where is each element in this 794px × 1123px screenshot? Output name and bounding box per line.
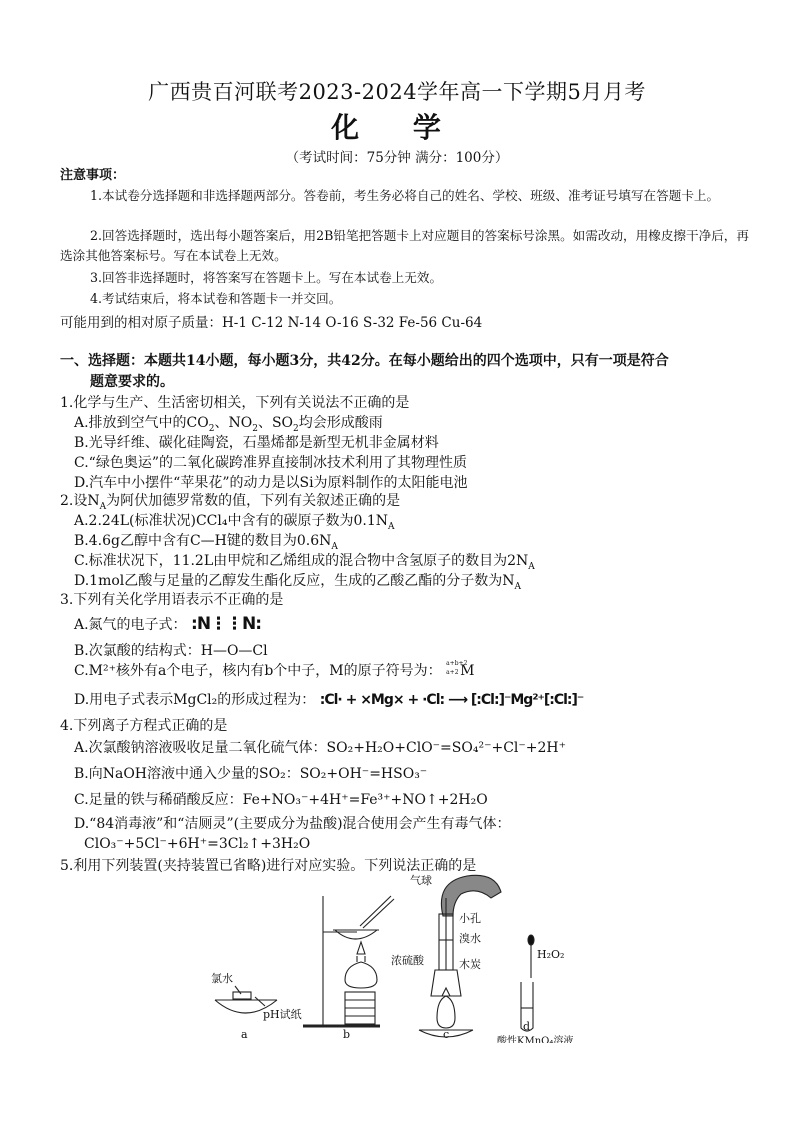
section-heading (60, 351, 750, 393)
q3-d-text: D.用电子式表示MgCl₂的形成过程为： (74, 692, 316, 708)
label-conc-h2so4: 浓硫酸 (391, 954, 424, 967)
label-small-hole: 小孔 (459, 912, 481, 925)
q2-option-b (74, 531, 764, 551)
note-1: 1.本试卷分选择题和非选择题两部分。答卷前，考生务必将自己的姓名、学校、班级、准考证号填写在答题卡上。 (90, 188, 720, 203)
notes-heading: 注意事项： (60, 168, 126, 183)
q3-d-formula: :Cl· + ×Mg× + ·Cl: ⟶ [:Cl:]⁻Mg²⁺[:Cl:]⁻ (319, 692, 584, 708)
section-heading-line2: 题意要求的。 (90, 374, 174, 390)
label-d: d (523, 1020, 531, 1033)
apparatus-d (521, 935, 534, 1031)
label-kmno4: 酸性KMnO₄溶液 (497, 1036, 574, 1043)
q1-option-b: B.光导纤维、碳化硅陶瓷，石墨烯都是新型无机非金属材料 (74, 435, 439, 451)
q2-stem-sub: A (99, 501, 107, 512)
exam-info: （考试时间：75分钟 满分：100分） (285, 150, 509, 166)
q2-option-d (74, 571, 764, 591)
atomic-masses: 可能用到的相对原子质量：H-1 C-12 N-14 O-16 S-32 Fe-56 Cu-64 (60, 315, 483, 331)
q2-a-text: A.2.24L(标准状况)CCl₄中含有的碳原子数为0.1N (74, 513, 388, 529)
q3-a-text: A.氮气的电子式： (74, 617, 187, 633)
label-chlorine-water: 氯水 (211, 972, 233, 985)
q3-a-formula: :N⋮⋮N: (191, 614, 262, 634)
q3-c-nuclide-indices (446, 660, 468, 677)
q4-option-c: C.足量的铁与稀硝酸反应：Fe+NO₃⁻+4H⁺=Fe³⁺+NO↑+2H₂O (74, 792, 488, 808)
q4-option-a: A.次氯酸钠溶液吸收足量二氧化硫气体：SO₂+H₂O+ClO⁻=SO₄²⁻+Cl⁻+2H⁺ (74, 740, 567, 756)
q2-d-sub: A (514, 581, 522, 592)
q4-stem: 4.下列离子方程式正确的是 (60, 718, 228, 734)
q2-b-text: B.4.6g乙醇中含有C—H键的数目为0.6N (74, 533, 332, 549)
q2-c-text: C.标准状况下，11.2L由甲烷和乙烯组成的混合物中含氢原子的数目为2N (74, 553, 529, 569)
label-balloon: 气球 (410, 874, 432, 887)
q3-c-symbol: M (460, 663, 475, 679)
q1-a-mid1: 、NO (214, 415, 253, 431)
q3-c-text: C.M²⁺核外有a个电子，核内有b个中子，M的原子符号为： (74, 663, 442, 679)
q1-a-pre: A.排放到空气中的CO (74, 415, 209, 431)
q2-a-sub: A (387, 521, 395, 532)
apparatus-b (303, 896, 394, 1026)
q2-option-a (74, 511, 764, 531)
q3-stem: 3.下列有关化学用语表示不正确的是 (60, 592, 284, 608)
label-h2o2: H₂O₂ (537, 948, 565, 961)
q3-c-mass: a+b+2 (446, 660, 468, 667)
q1-option-a: A.排放到空气中的$CO_2$、$NO_2$、$SO_2$均会形成酸雨 (74, 415, 383, 434)
exam-title: 广西贵百河联考2023-2024学年高一下学期5月月考 (148, 80, 646, 104)
note-2: 2.回答选择题时，选出每小题答案后，用2B铅笔把答题卡上对应题目的答案标号涂黑。如需改动，用橡皮擦干净后，再选涂其他答案标号。写在本试卷上无效。 (60, 228, 749, 263)
q3-c-number: a+2 (446, 669, 459, 676)
q2-stem-pre: 2.设N (60, 493, 100, 509)
q2-d-text: D.1mol乙酸与足量的乙醇发生酯化反应，生成的乙酸乙酯的分子数为N (74, 573, 515, 589)
q2-option-c (74, 551, 764, 571)
q1-a-post: 均会形成酸雨 (298, 415, 383, 431)
q3-option-c (74, 661, 764, 681)
q2-b-sub: A (331, 541, 338, 552)
note-4: 4.考试结束后，将本试卷和答题卡一并交回。 (90, 291, 342, 306)
q4-option-b: B.向NaOH溶液中通入少量的SO₂：SO₂+OH⁻=HSO₃⁻ (74, 766, 428, 782)
q2-stem (60, 491, 760, 511)
q4-option-d: D.“84消毒液”和“洁厕灵”(主要成分为盐酸)混合使用会产生有毒气体： (74, 816, 511, 832)
q5-stem: 5.利用下列装置(夹持装置已省略)进行对应实验。下列说法正确的是 (60, 858, 477, 874)
apparatus-svg (205, 868, 595, 1043)
subject-title: 化 学 (331, 111, 463, 144)
q4-option-d-equation: ClO₃⁻+5Cl⁻+6H⁺=3Cl₂↑+3H₂O (84, 836, 311, 852)
q3-option-a (74, 614, 764, 635)
label-b: b (343, 1028, 351, 1041)
q1-a-mid2: 、SO (257, 415, 294, 431)
q3-option-d (74, 690, 764, 710)
label-ph-paper: pH试纸 (263, 1008, 302, 1021)
q1-option-d: D.汽车中小摆件“苹果花”的动力是以Si为原料制作的太阳能电池 (74, 475, 468, 491)
q3-option-b: B.次氯酸的结构式：H—O—Cl (74, 643, 268, 659)
q2-c-sub: A (528, 561, 535, 572)
label-charcoal: 木炭 (459, 958, 481, 971)
label-bromine-water: 溴水 (459, 932, 481, 945)
q2-stem-post: 为阿伏加德罗常数的值，下列有关叙述正确的是 (106, 493, 401, 509)
q1-stem: 1.化学与生产、生活密切相关，下列有关说法不正确的是 (60, 395, 410, 411)
q1-option-c: C.“绿色奥运”的二氧化碳跨准界直接制冰技术利用了其物理性质 (74, 455, 467, 471)
note-3: 3.回答非选择题时，将答案写在答题卡上。写在本试卷上无效。 (90, 270, 443, 285)
label-c: c (443, 1028, 450, 1041)
section-heading-line1: 一、选择题：本题共14小题，每小题3分，共42分。在每小题给出的四个选项中，只有一项是符合 (60, 353, 669, 369)
apparatus-c (419, 875, 501, 1037)
q5-apparatus-figure (205, 868, 595, 1043)
label-a: a (241, 1028, 248, 1041)
